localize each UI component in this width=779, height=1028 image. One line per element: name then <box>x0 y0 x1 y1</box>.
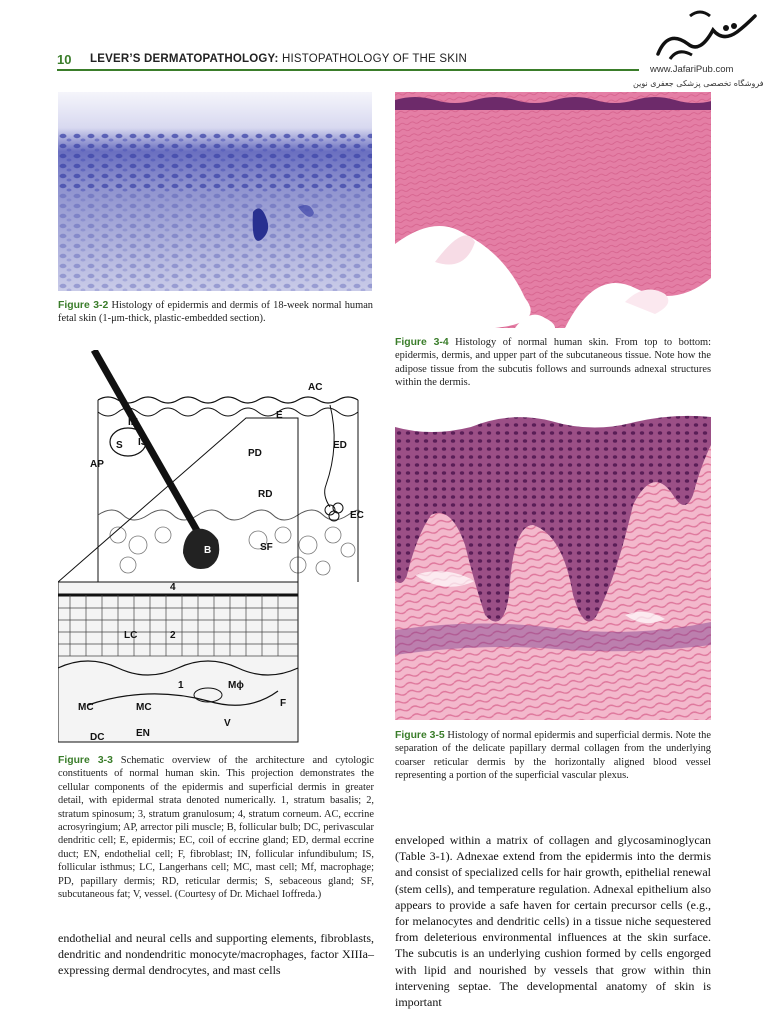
watermark-persian-text: فروشگاه تخصصی پزشکی جعفری نوین <box>633 79 764 88</box>
label-v: V <box>224 718 231 729</box>
label-sf: SF <box>260 542 273 553</box>
label-mc-left: MC <box>78 702 94 713</box>
body-text-right-column: enveloped within a matrix of collagen and glycosaminoglycan (Table 3-1). Adnexae extend from the epidermis into the dermis and consist of specialized cells for hair growth, epithelial renewal (stem cells), and temperature regulation. Adnexal epithelium also appears to provide a safe haven for certain precursor cells (e.g., for melanocytes and dendritic cells) in a tissue niche sequestered from deleterious environmental influences at the skin surface. The subcutis is an underlying cushion formed by cells engorged with lipid and nourished by vessels that grow within thin intervening septae. The developmental anatomy of skin is important <box>395 833 711 1010</box>
figure-3-3-text: Schematic overview of the architecture and cytologic constituents of normal human skin. This projection demonstrates the cellular components of the epidermis and superficial dermis in greater detail, with epidermal strata denoted numerically. 1, stratum basalis; 2, stratum spinosum; 3, stratum granulosum; 4, stratum corneum. AC, eccrine acrosyringium; AP, arrector pili muscle; B, follicular bulb; DC, perivascular dendritic cell; E, epidermis; EC, coil of eccrine gland; ED, dermal eccrine duct; EN, endothelial cell; F, fibroblast; IN, follicular infundibulum; IS, follicular isthmus; LC, Langerhans cell; MC, mast cell; Mf, macrophage; PD, papillary dermis; RD, reticular dermis; S, sebaceous gland; SF, subcutaneous fat; V, vessel. (Courtesy of Dr. Michael Ioffreda.) <box>58 755 375 901</box>
label-one: 1 <box>178 680 184 691</box>
header-rule <box>57 69 639 71</box>
label-f: F <box>280 698 287 709</box>
figure-3-5-label: Figure 3-5 <box>395 730 445 741</box>
label-is: IS <box>138 437 148 448</box>
book-title: LEVER’S DERMATOPATHOLOGY: <box>90 53 279 65</box>
figure-3-2-caption <box>58 299 373 326</box>
label-dc: DC <box>90 732 105 743</box>
running-head <box>90 53 467 65</box>
label-e: E <box>276 410 283 421</box>
label-b: B <box>204 545 212 556</box>
label-ac: AC <box>308 382 323 393</box>
figure-3-4-caption <box>395 336 711 390</box>
label-two: 2 <box>170 630 176 641</box>
figure-3-4-label: Figure 3-4 <box>395 337 449 348</box>
label-mc-center: MC <box>136 702 152 713</box>
label-in: IN <box>128 417 138 428</box>
label-ec: EC <box>350 510 364 521</box>
label-ed: ED <box>333 440 347 451</box>
label-mphi: Mϕ <box>228 680 244 691</box>
label-rd: RD <box>258 489 273 500</box>
skin-architecture-schematic <box>58 350 374 745</box>
label-ap: AP <box>90 459 104 470</box>
figure-3-3-label: Figure 3-3 <box>58 755 113 766</box>
label-pd: PD <box>248 448 262 459</box>
label-s: S <box>116 440 123 451</box>
book-subtitle: HISTOPATHOLOGY OF THE SKIN <box>278 53 467 65</box>
epidermis-superficial-dermis-image <box>395 405 711 720</box>
figure-3-4-text: Histology of normal human skin. From top to bottom: epidermis, dermis, and upper part of the subcutaneous tissue. Note how the adipose tissue from the subcutis follows and surrounds adnexal structures within the dermis. <box>395 337 712 389</box>
figure-3-2-label: Figure 3-2 <box>58 300 109 311</box>
label-en: EN <box>136 728 150 739</box>
page-number: 10 <box>57 52 72 67</box>
fetal-skin-histology-image <box>58 92 372 291</box>
label-lc: LC <box>124 630 138 641</box>
normal-skin-histology-image <box>395 92 711 328</box>
body-text-left-column: endothelial and neural cells and supporting elements, fibroblasts, dendritic and nondendritic monocyte/macrophages, factor XIIIa–expressing dermal dendrocytes, and mast cells <box>58 931 374 978</box>
label-four: 4 <box>170 582 176 593</box>
watermark-url[interactable]: www.JafariPub.com <box>650 64 734 75</box>
figure-3-2-text: Histology of epidermis and dermis of 18-week normal human fetal skin (1-μm-thick, plastic-embedded section). <box>58 300 374 325</box>
figure-3-3-caption <box>58 754 374 901</box>
figure-3-5-caption <box>395 729 711 783</box>
figure-3-5-text: Histology of normal epidermis and superficial dermis. Note the separation of the delicate papillary dermal collagen from the underlying coarser reticular dermis by the horizontally aligned blood vessel representing a portion of the superficial vascular plexus. <box>395 730 711 782</box>
